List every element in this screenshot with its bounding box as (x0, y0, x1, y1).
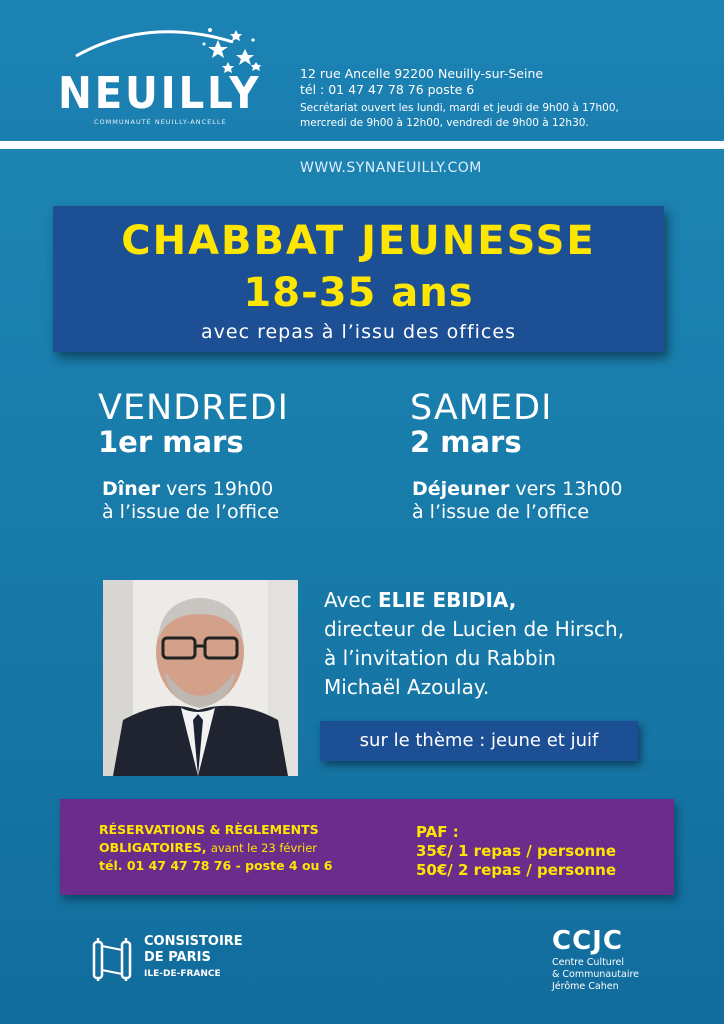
header (0, 0, 724, 140)
speaker-photo (103, 580, 298, 776)
hours-line-2: mercredi de 9h00 à 12h00, vendredi de 9h00 à 12h30. (300, 117, 589, 129)
reservation-line-2: OBLIGATOIRES, (99, 840, 207, 855)
website-link[interactable]: WWW.SYNANEUILLY.COM (300, 160, 482, 176)
friday-after: à l’issue de l’office (102, 501, 280, 523)
hours-line-1: Secrétariat ouvert les lundi, mardi et jeudi de 9h00 à 17h00, (300, 102, 619, 114)
saturday-time: vers 13h00 (515, 478, 623, 500)
price-option-1: 35€/ 1 repas / personne (416, 842, 617, 860)
speaker-info (324, 586, 624, 702)
office-hours (300, 101, 619, 131)
reservation-phone: tél. 01 47 47 78 76 - poste 4 ou 6 (99, 858, 333, 873)
neuilly-logo (58, 22, 268, 132)
ccjc-line-3: Jérôme Cahen (552, 981, 619, 992)
speaker-intro: Avec (324, 588, 372, 612)
header-divider (0, 141, 724, 149)
consistoire-sub: ILE-DE-FRANCE (144, 969, 221, 979)
friday-meal-name: Dîner (102, 478, 161, 500)
price-info (416, 823, 616, 880)
reservation-line-1: RÉSERVATIONS & RÈGLEMENTS (99, 822, 319, 837)
friday-time: vers 19h00 (166, 478, 274, 500)
consistoire-name (144, 934, 243, 966)
age-range: 18-35 ans (243, 270, 474, 316)
consistoire-logo (90, 934, 270, 984)
price-label: PAF : (416, 823, 459, 841)
phone: tél : 01 47 47 78 76 poste 6 (300, 82, 475, 97)
address: 12 rue Ancelle 92200 Neuilly-sur-Seine (300, 66, 544, 81)
reservation-box (60, 799, 674, 895)
speaker-role: directeur de Lucien de Hirsch, (324, 617, 625, 641)
saturday-label: SAMEDI (410, 388, 553, 428)
speaker-invitation: à l’invitation du Rabbin (324, 646, 556, 670)
address-block (300, 66, 543, 98)
title-subtitle: avec repas à l’issu des offices (201, 321, 516, 343)
friday-meal (102, 478, 279, 524)
price-option-2: 50€/ 2 repas / personne (416, 861, 617, 879)
torah-scroll-icon (90, 936, 134, 982)
title-box (53, 206, 664, 352)
logo-wordmark: NEUILLY (58, 68, 262, 119)
reservation-info (99, 821, 332, 875)
ccjc-logo (552, 926, 639, 992)
speaker-name: ELIE EBIDIA, (378, 588, 517, 612)
ccjc-line-2: & Communautaire (552, 969, 639, 980)
ccjc-line-1: Centre Culturel (552, 957, 625, 968)
event-title: CHABBAT JEUNESSE (121, 218, 596, 264)
theme-box: sur le thème : jeune et juif (320, 721, 638, 761)
saturday-date: 2 mars (410, 425, 522, 459)
speaker-rabbi: Michaël Azoulay. (324, 675, 490, 699)
saturday-after: à l’issue de l’office (412, 501, 590, 523)
consistoire-line-2: DE PARIS (144, 950, 211, 965)
logo-subtitle: COMMUNAUTÉ NEUILLY-ANCELLE (94, 118, 227, 126)
reservation-deadline: avant le 23 février (210, 841, 318, 855)
saturday-meal (412, 478, 623, 524)
friday-date: 1er mars (98, 425, 244, 459)
saturday-meal-name: Déjeuner (412, 478, 510, 500)
consistoire-line-1: CONSISTOIRE (144, 934, 243, 949)
ccjc-acronym: CCJC (552, 926, 623, 956)
friday-label: VENDREDI (98, 388, 289, 428)
